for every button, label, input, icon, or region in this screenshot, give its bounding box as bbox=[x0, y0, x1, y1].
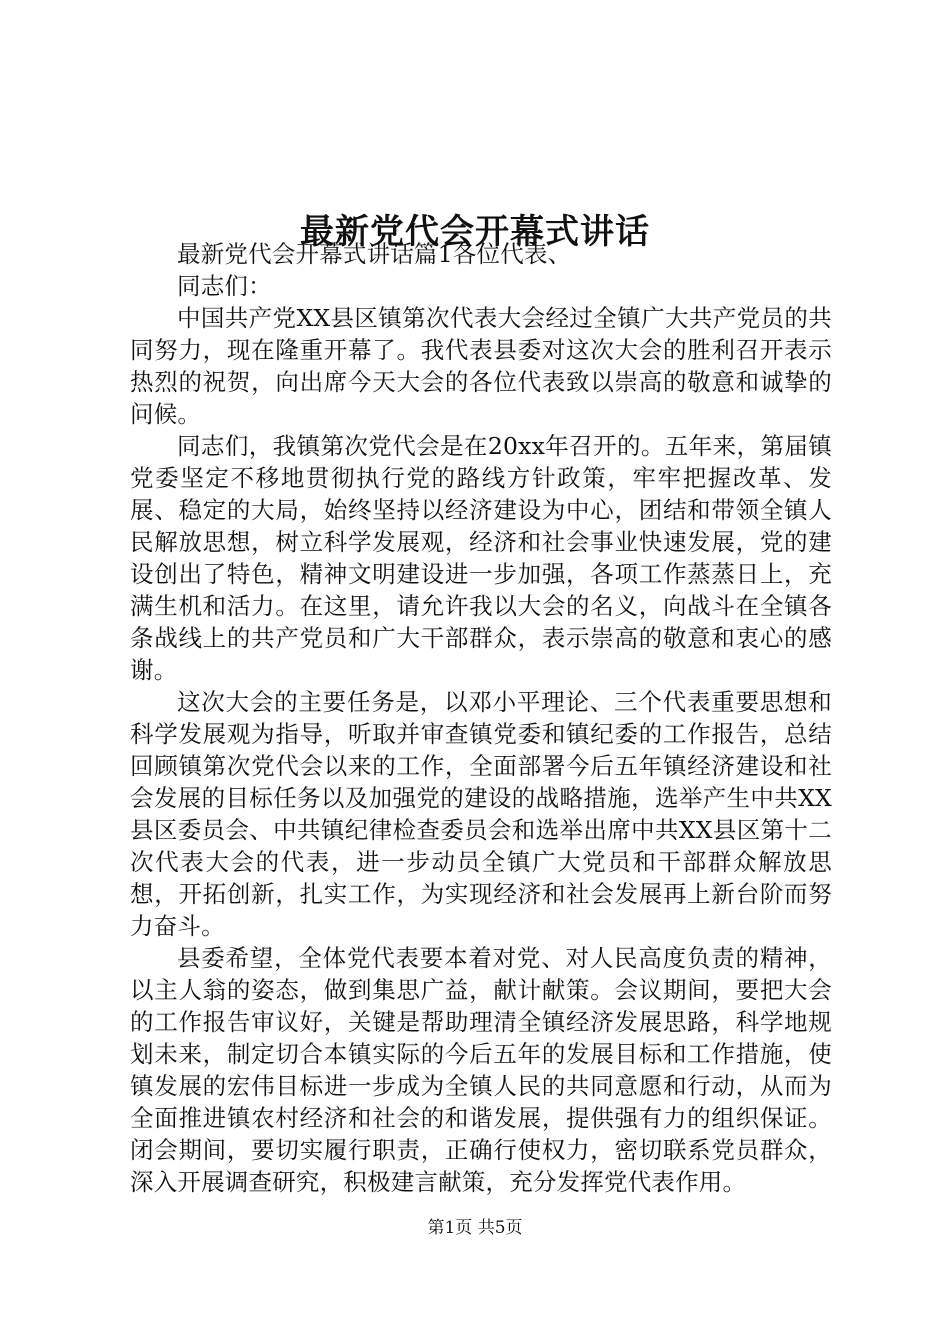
document-body bbox=[130, 238, 832, 1198]
paragraph-3: 这次大会的主要任务是，以邓小平理论、三个代表重要思想和科学发展观为指导，听取并审查镇党委和镇纪委的工作报告，总结回顾镇第次党代会以来的工作，全面部署今后五年镇经济建设和社会发展的目标任务以及加强党的建设的战略措施，选举产生中共XX县区委员会、中共镇纪律检查委员会和选举出席中共XX县区第十二次代表大会的代表，进一步动员全镇广大党员和干部群众解放思想，开拓创新，扎实工作，为实现经济和社会发展再上新台阶而努力奋斗。 bbox=[130, 688, 832, 940]
paragraph-salutation: 同志们： bbox=[177, 272, 272, 300]
paragraph-4: 县委希望，全体党代表要本着对党、对人民高度负责的精神，以主人翁的姿态，做到集思广益，献计献策。会议期间，要把大会的工作报告审议好，关键是帮助理清全镇经济发展思路，科学地规划未来，制定切合本镇实际的今后五年的发展目标和工作措施，使镇发展的宏伟目标进一步成为全镇人民的共同意愿和行动，从而为全面推进镇农村经济和社会的和谐发展，提供强有力的组织保证。闭会期间，要切实履行职责，正确行使权力，密切联系党员群众，深入开展调查研究，积极建言献策，充分发挥党代表作用。 bbox=[130, 944, 832, 1196]
paragraph-1: 中国共产党XX县区镇第次代表大会经过全镇广大共产党员的共同努力，现在隆重开幕了。我代表县委对这次大会的胜利召开表示热烈的祝贺，向出席今天大会的各位代表致以崇高的敬意和诚挚的问候。 bbox=[130, 304, 832, 428]
paragraph-opening: 最新党代会开幕式讲话篇1各位代表、 bbox=[177, 240, 572, 268]
paragraph-2: 同志们，我镇第次党代会是在20xx年召开的。五年来，第届镇党委坚定不移地贯彻执行党的路线方针政策，牢牢把握改革、发展、稳定的大局，始终坚持以经济建设为中心，团结和带领全镇人民解放思想，树立科学发展观，经济和社会事业快速发展，党的建设创出了特色，精神文明建设进一步加强，各项工作蒸蒸日上，充满生机和活力。在这里，请允许我以大会的名义，向战斗在全镇各条战线上的共产党员和广大干部群众，表示崇高的敬意和衷心的感谢。 bbox=[130, 432, 832, 684]
document-title: 最新党代会开幕式讲话 bbox=[300, 211, 650, 252]
page-footer: 第1页 共5页 bbox=[427, 1218, 523, 1238]
